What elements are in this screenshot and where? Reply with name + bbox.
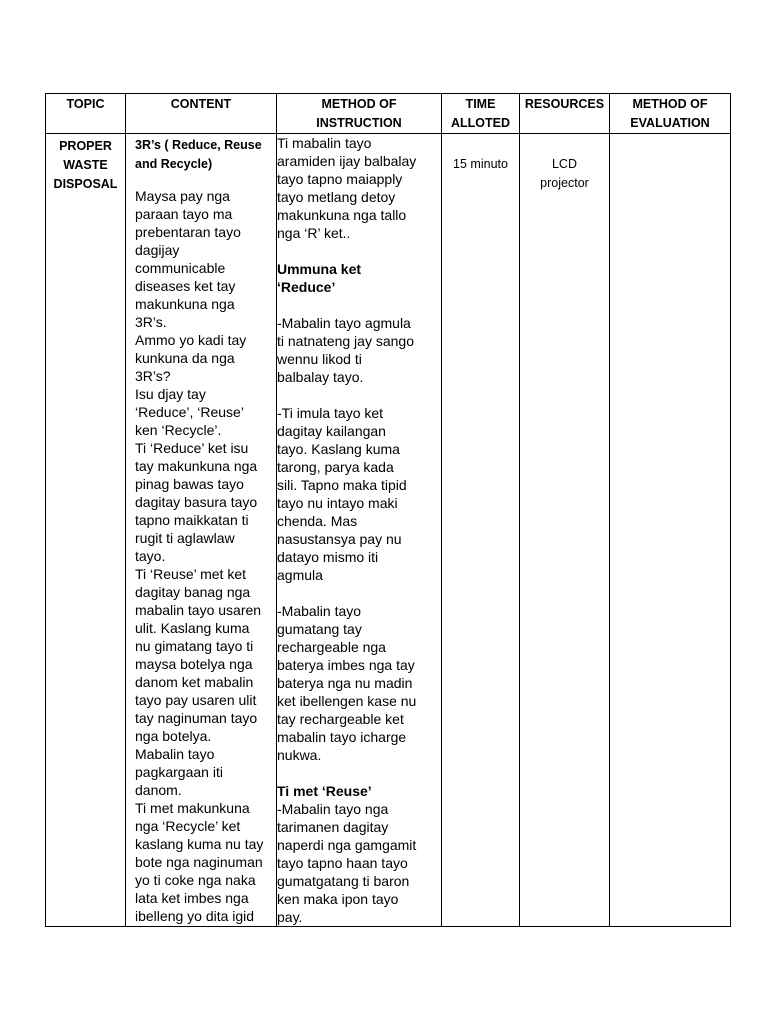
header-time-alloted: TIME ALLOTED: [442, 94, 520, 134]
reduce-paragraph-3: -Mabalin tayo gumatang tay rechargeable nga baterya imbes nga tay baterya nga nu madin ket ibellengen kase nu tay rechargeable ket mabalin tayo icharge nukwa.: [277, 603, 417, 763]
reduce-paragraph-2: -Ti imula tayo ket dagitay kailangan tayo. Kaslang kuma tarong, parya kada sili. Tapno maka tipid tayo nu intayo maki chenda. Mas nasustansya pay nu datayo mismo iti agmula: [277, 405, 407, 583]
topic-text: PROPER WASTE DISPOSAL: [53, 139, 118, 191]
content-heading: 3R’s ( Reduce, Reuse and Recycle): [135, 138, 262, 171]
content-text: Maysa pay nga paraan tayo ma prebentaran tayo dagijay communicable diseases ket tay makunkuna nga 3R’s. Ammo yo kadi tay kunkuna da nga 3R’s? Isu djay tay ‘Reduce’, ‘Reuse’ ken ‘Recycle’. Ti ‘Reduce’ ket isu tay makunkuna nga pinag bawas tayo dagitay basura tayo tapno maikkatan ti rugit ti aglawlaw tayo. Ti ‘Reuse’ met ket dagitay banag nga mabalin tayo usaren ulit. Kaslang kuma nu gimatang tayo ti maysa botelya nga danom ket mabalin tayo pay usaren ulit tay naginuman tayo nga botelya. Mabalin tayo pagkargaan iti danom. Ti met makunkuna nga ‘Recycle’ ket kaslang kuma nu tay bote nga naginuman yo ti coke nga naka lata ket imbes nga ibelleng yo dita igid: [135, 188, 264, 924]
content-cell: [126, 134, 277, 927]
method-cell: [277, 134, 442, 927]
header-method-of-instruction: METHOD OF INSTRUCTION: [277, 94, 442, 134]
reduce-paragraph-1: -Mabalin tayo agmula ti natnateng jay sango wennu likod ti balbalay tayo.: [277, 315, 414, 385]
topic-cell: [46, 134, 126, 927]
lesson-plan-table: [45, 93, 731, 927]
time-value: 15 minuto: [453, 157, 508, 171]
header-method-of-evaluation: METHOD OF EVALUATION: [610, 94, 731, 134]
reduce-heading: Ummuna ket ‘Reduce’: [277, 261, 362, 295]
header-row: [46, 94, 731, 134]
time-cell: [442, 134, 520, 927]
reuse-heading: Ti met ‘Reuse’: [277, 783, 372, 799]
header-content: CONTENT: [126, 94, 277, 134]
resources-value: LCD projector: [540, 157, 589, 190]
evaluation-cell: [610, 134, 731, 927]
resources-cell: [520, 134, 610, 927]
header-resources: RESOURCES: [520, 94, 610, 134]
method-intro: Ti mabalin tayo aramiden ijay balbalay tayo tapno maiapply tayo metlang detoy makunkuna nga tallo nga ‘R’ ket..: [277, 135, 417, 241]
reuse-paragraph-1: -Mabalin tayo nga tarimanen dagitay naperdi nga gamgamit tayo tapno haan tayo gumatgatang ti baron ken maka ipon tayo pay.: [277, 801, 417, 925]
header-topic: TOPIC: [46, 94, 126, 134]
body-row: [46, 134, 731, 927]
